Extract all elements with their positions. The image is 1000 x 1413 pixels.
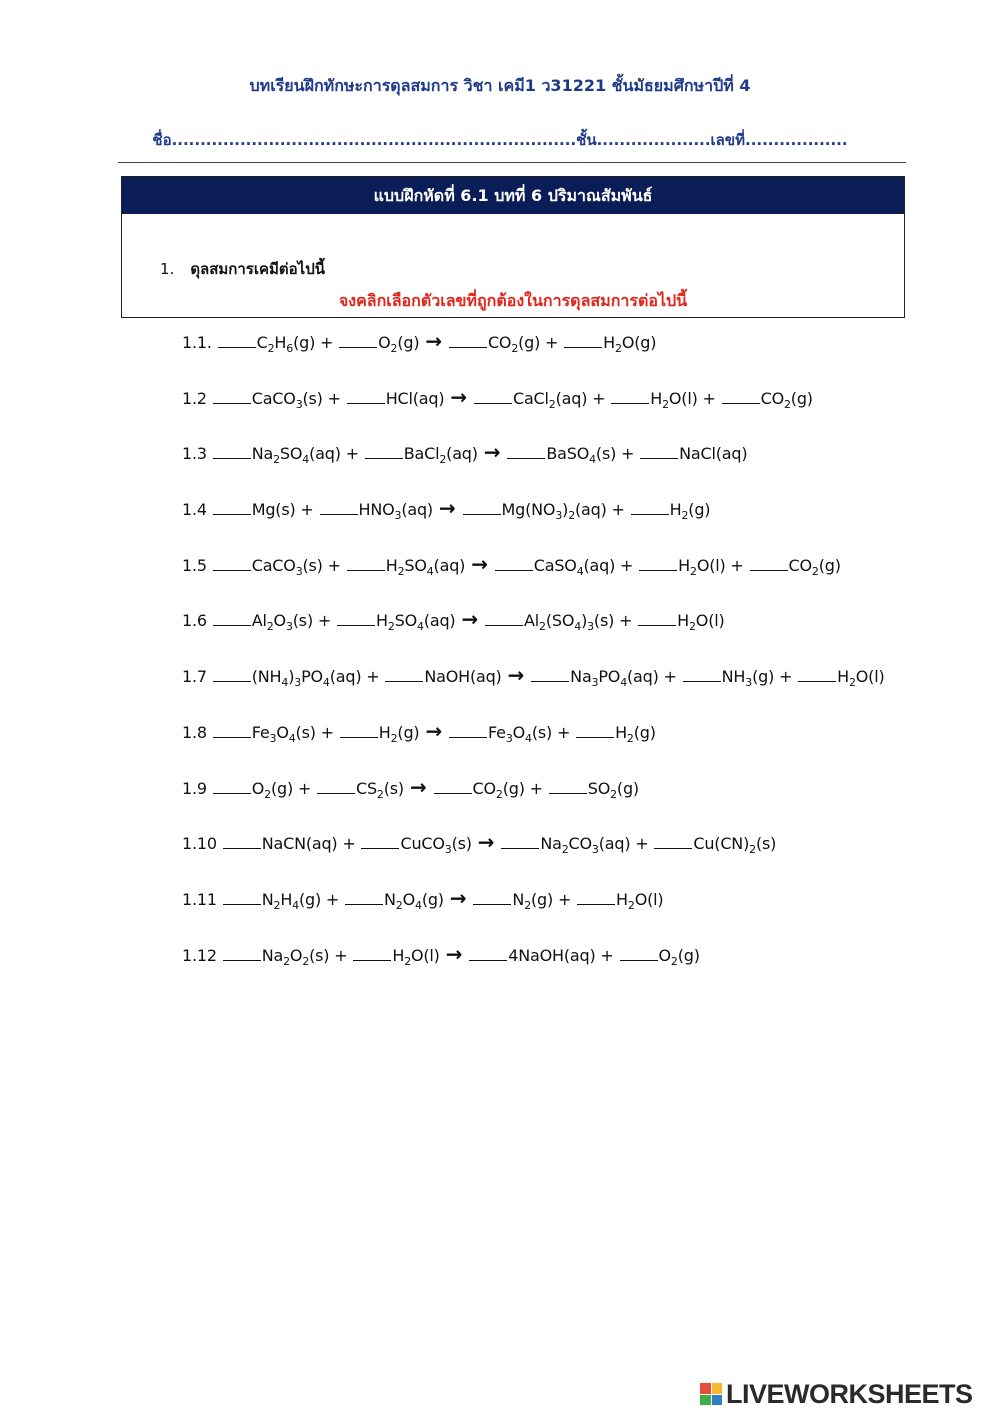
chemical-formula: $H_2(g)$ <box>378 722 420 745</box>
coefficient-blank[interactable] <box>320 500 358 515</box>
coefficient-blank[interactable] <box>798 667 836 682</box>
reaction-arrow-icon: → <box>483 440 501 465</box>
chemical-formula: CaCl$_2$(aq) <box>512 388 588 411</box>
chemical-formula: CaCO$_3$(s) <box>251 555 323 578</box>
chemical-formula: $H_2O(l)$ <box>837 667 885 690</box>
equation-row: 1.1. $C_2H_6(g) + O_2(g) \to CO_2(g) + H_2O(g)$ <box>182 329 657 356</box>
chemical-formula: BaSO$_4$(s) <box>546 444 617 467</box>
reaction-arrow-icon: → <box>425 329 442 353</box>
coefficient-blank[interactable] <box>640 444 678 459</box>
question-number: 1. <box>160 260 175 278</box>
coefficient-blank[interactable] <box>507 444 545 459</box>
student-info-line: ชื่อ.......................................................................ชั้น....................เลขที่.................. <box>152 131 848 149</box>
coefficient-blank[interactable] <box>683 667 721 682</box>
chemical-formula: $H_2(g)$ <box>615 722 656 745</box>
instruction-text: จงคลิกเลือกตัวเลขที่ถูกต้องในการดุลสมการต่อไปนี้ <box>338 291 688 310</box>
reaction-arrow-icon: → <box>409 774 427 799</box>
reaction-arrow-icon: → <box>438 496 456 521</box>
chemical-formula: CuCO$_3$(s) <box>400 834 472 857</box>
coefficient-blank[interactable] <box>611 389 649 404</box>
chemical-formula: $CO_2(g)$ <box>760 388 813 411</box>
equation-row: 1.2 CaCO$_3$(s) + HCl(aq) → CaCl$_2$(aq) + $H_2O(l) + CO_2(g)$ <box>182 384 813 411</box>
chemical-formula: $Fe_3O_4(s)$ <box>488 722 553 745</box>
coefficient-blank[interactable] <box>531 667 569 682</box>
coefficient-blank[interactable] <box>213 500 251 515</box>
coefficient-blank[interactable] <box>385 667 423 682</box>
coefficient-blank[interactable] <box>347 389 385 404</box>
coefficient-blank[interactable] <box>549 779 587 794</box>
chemical-formula: Mg(s) <box>251 500 296 520</box>
chemical-formula: NaOH(aq) <box>424 667 502 687</box>
reaction-arrow-icon: → <box>471 551 488 576</box>
coefficient-blank[interactable] <box>722 389 760 404</box>
coefficient-blank[interactable] <box>339 333 377 348</box>
chemical-formula: HCl(aq) <box>385 388 445 408</box>
coefficient-blank[interactable] <box>337 611 375 626</box>
coefficient-blank[interactable] <box>223 890 261 905</box>
equation-label: 1.5 <box>182 555 212 575</box>
chemical-formula: CaCO$_3$(s) <box>251 388 323 411</box>
coefficient-blank[interactable] <box>347 556 385 571</box>
chemical-formula: $O_2(g)$ <box>251 778 293 801</box>
chemical-formula: $H_2O(g)$ <box>603 333 657 356</box>
coefficient-blank[interactable] <box>213 389 251 404</box>
coefficient-blank[interactable] <box>361 834 399 849</box>
chemical-formula: $H_2SO_4(aq)$ <box>375 611 456 634</box>
worksheet-title: บทเรียนฝึกทักษะการดุลสมการ วิชา เคมี1 ว31221 ชั้นมัธยมศึกษาปีที่ 4 <box>249 76 751 95</box>
coefficient-blank[interactable] <box>340 723 378 738</box>
chemical-formula: $C_2H_6(g)$ <box>256 333 316 356</box>
chemical-formula: $CO_2(g)$ <box>472 778 525 801</box>
coefficient-blank[interactable] <box>449 723 487 738</box>
equation-list <box>182 330 902 998</box>
chemical-formula: $Na_2SO_4(aq)$ <box>251 444 341 467</box>
chemical-formula: $H_2O(l)$ <box>650 388 698 411</box>
coefficient-blank[interactable] <box>345 890 383 905</box>
coefficient-blank[interactable] <box>485 611 523 626</box>
equation-row: 1.5 CaCO$_3$(s) + $H_2SO_4(aq)$ → CaSO$_4$(aq) + $H_2O(l) + CO_2(g)$ <box>182 551 841 578</box>
coefficient-blank[interactable] <box>213 779 251 794</box>
equation-label: 1.9 <box>182 778 212 798</box>
equation-label: 1.12 <box>182 945 222 965</box>
coefficient-blank[interactable] <box>213 611 251 626</box>
chemical-formula: $SO_2(g)$ <box>587 778 639 801</box>
chemical-formula: $Al_2O_3(s)$ <box>251 611 313 634</box>
coefficient-blank[interactable] <box>218 333 256 348</box>
chemical-formula: $N_2O_4(g)$ <box>384 889 444 913</box>
coefficient-blank[interactable] <box>213 667 251 682</box>
chemical-formula: $NH_3(g)$ <box>721 667 775 690</box>
coefficient-blank[interactable] <box>495 556 533 571</box>
logo-square <box>712 1395 723 1406</box>
chemical-formula: $Al_2(SO_4)_3(s)$ <box>524 611 615 634</box>
equation-row: 1.11 $N_2H_4(g) + N_2O_4(g) \to N_2(g) + H_2O(l)$ <box>182 885 664 913</box>
coefficient-blank[interactable] <box>564 333 602 348</box>
coefficient-blank[interactable] <box>353 946 391 961</box>
reaction-arrow-icon: → <box>445 941 463 966</box>
chemical-formula: $O_2(g)$ <box>378 333 420 356</box>
chemical-formula: $N_2H_4(g)$ <box>261 889 322 913</box>
chemical-formula: $CO_2(g)$ <box>788 555 841 578</box>
coefficient-blank[interactable] <box>750 556 788 571</box>
chemical-formula: $CO_2(g)$ <box>487 333 541 356</box>
chemical-formula: $Na_2O_2(s)$ <box>261 945 330 968</box>
coefficient-blank[interactable] <box>620 946 658 961</box>
logo-square <box>700 1395 711 1406</box>
coefficient-blank[interactable] <box>213 444 251 459</box>
question-1 <box>160 257 325 281</box>
equation-label: 1.2 <box>182 388 212 408</box>
equation-label: 1.8 <box>182 722 212 742</box>
chemical-formula: $Cu(CN)_2(s)$ <box>693 834 777 857</box>
chemical-formula: $Fe_3O_4(s)$ <box>251 722 316 745</box>
chemical-formula: $N_2(g)$ <box>512 889 554 913</box>
coefficient-blank[interactable] <box>213 723 251 738</box>
equation-row: 1.10 NaCN(aq) + CuCO$_3$(s) → $Na_2CO_3(aq) + Cu(CN)_2(s)$ <box>182 830 777 857</box>
coefficient-blank[interactable] <box>501 834 539 849</box>
exercise-box <box>121 176 905 318</box>
chemical-formula: $H_2O(l)$ <box>616 889 664 913</box>
equation-row: 1.6 $Al_2O_3(s) + H_2SO_4(aq) \to Al_2(SO_4)_3(s) + H_2O(l)$ <box>182 607 725 634</box>
reaction-arrow-icon: → <box>449 885 467 910</box>
exercise-heading: แบบฝึกหัดที่ 6.1 บทที่ 6 ปริมาณสัมพันธ์ <box>122 177 904 214</box>
equation-row: 1.3 $Na_2SO_4(aq)$ + BaCl$_2$(aq) → BaSO$_4$(s) + NaCl(aq) <box>182 440 748 467</box>
chemical-formula: $(NH_4)_3PO_4(aq)$ <box>251 667 362 690</box>
chemical-formula: $H_2O(l)$ <box>678 555 726 578</box>
coefficient-blank[interactable] <box>213 556 251 571</box>
chemical-formula: NaCl(aq) <box>679 444 748 464</box>
coefficient-blank[interactable] <box>473 890 511 905</box>
coefficient-blank[interactable] <box>638 611 676 626</box>
coefficient-blank[interactable] <box>223 834 261 849</box>
equation-row: 1.8 $Fe_3O_4(s) + H_2(g) \to Fe_3O_4(s) + H_2(g)$ <box>182 718 656 745</box>
equation-row: 1.12 $Na_2O_2(s) + H_2O(l)$ → 4NaOH(aq) + $O_2(g)$ <box>182 941 700 968</box>
equation-label: 1.11 <box>182 889 222 909</box>
logo-text: LIVEWORKSHEETS <box>726 1378 973 1409</box>
reaction-arrow-icon: → <box>507 663 525 688</box>
logo-square <box>700 1383 711 1394</box>
chemical-formula: NaCN(aq) <box>261 834 338 854</box>
chemical-formula: $O_2(g)$ <box>658 945 700 968</box>
equation-label: 1.10 <box>182 834 222 854</box>
chemical-formula: $H_2O(l)$ <box>677 611 725 634</box>
equation-label: 1.7 <box>182 667 212 687</box>
reaction-arrow-icon: → <box>477 830 495 855</box>
liveworksheets-logo <box>700 1378 973 1410</box>
chemical-formula: $Mg(NO_3)_2(aq)$ <box>501 500 607 523</box>
chemical-formula: $Na_3PO_4(aq)$ <box>570 667 659 690</box>
chemical-formula: $H_2O(l)$ <box>392 945 440 968</box>
header-divider <box>118 162 906 163</box>
logo-square <box>712 1383 723 1394</box>
coefficient-blank[interactable] <box>469 946 507 961</box>
reaction-arrow-icon: → <box>425 718 443 743</box>
coefficient-blank[interactable] <box>577 890 615 905</box>
coefficient-blank[interactable] <box>449 333 487 348</box>
coefficient-blank[interactable] <box>576 723 614 738</box>
equation-row: 1.7 $(NH_4)_3PO_4(aq)$ + NaOH(aq) → $Na_3PO_4(aq) + NH_3(g) + H_2O(l)$ <box>182 663 885 690</box>
reaction-arrow-icon: → <box>450 384 467 409</box>
coefficient-blank[interactable] <box>631 500 669 515</box>
chemical-formula: $HNO_3(aq)$ <box>358 500 433 523</box>
equation-label: 1.6 <box>182 611 212 631</box>
equation-row: 1.4 $Mg(s) + HNO_3(aq) \to Mg(NO_3)_2(aq) + H_2(g)$ <box>182 496 711 523</box>
chemical-formula: $H_2SO_4(aq)$ <box>385 555 466 578</box>
liveworksheets-logo-icon <box>700 1383 722 1405</box>
chemical-formula: $Na_2CO_3(aq)$ <box>540 834 631 857</box>
equation-label: 1.1. <box>182 333 217 352</box>
equation-label: 1.4 <box>182 500 212 520</box>
chemical-formula: CaSO$_4$(aq) <box>533 555 616 578</box>
chemical-formula: $CS_2(s)$ <box>355 778 404 801</box>
chemical-formula: $H_2(g)$ <box>669 500 711 523</box>
chemical-formula: BaCl$_2$(aq) <box>403 444 478 467</box>
reaction-arrow-icon: → <box>461 607 479 632</box>
coefficient-blank[interactable] <box>223 946 261 961</box>
chemical-formula: 4NaOH(aq) <box>508 945 596 965</box>
coefficient-blank[interactable] <box>434 779 472 794</box>
equation-label: 1.3 <box>182 444 212 464</box>
coefficient-blank[interactable] <box>474 389 512 404</box>
coefficient-blank[interactable] <box>365 444 403 459</box>
equation-row: 1.9 $O_2(g) + CS_2(s) \to CO_2(g) + SO_2(g)$ <box>182 774 639 801</box>
question-text: ดุลสมการเคมีต่อไปนี้ <box>190 260 325 278</box>
coefficient-blank[interactable] <box>317 779 355 794</box>
coefficient-blank[interactable] <box>463 500 501 515</box>
coefficient-blank[interactable] <box>639 556 677 571</box>
coefficient-blank[interactable] <box>654 834 692 849</box>
